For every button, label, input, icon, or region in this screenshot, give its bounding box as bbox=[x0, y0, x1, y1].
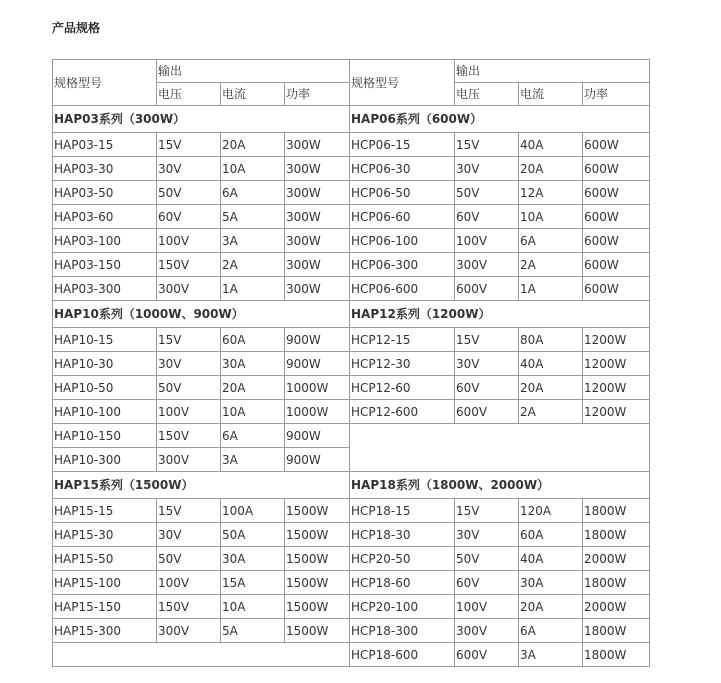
voltage-cell: 15V bbox=[455, 328, 519, 352]
model-cell: HCP12-60 bbox=[350, 376, 455, 400]
table-row bbox=[53, 619, 650, 643]
power-cell: 1500W bbox=[285, 523, 350, 547]
table-row bbox=[53, 157, 650, 181]
voltage-cell: 600V bbox=[455, 643, 519, 667]
header-row-1 bbox=[53, 60, 650, 83]
model-cell: HAP10-300 bbox=[53, 448, 157, 472]
power-cell: 1500W bbox=[285, 547, 350, 571]
table-row bbox=[53, 352, 650, 376]
model-cell: HAP03-15 bbox=[53, 133, 157, 157]
current-cell: 20A bbox=[221, 376, 285, 400]
current-cell: 5A bbox=[221, 205, 285, 229]
header-model: 规格型号 bbox=[53, 60, 157, 106]
table-row bbox=[53, 400, 650, 424]
power-cell: 600W bbox=[583, 253, 650, 277]
table-row bbox=[53, 643, 650, 667]
table-row bbox=[53, 595, 650, 619]
model-cell: HAP03-150 bbox=[53, 253, 157, 277]
voltage-cell: 300V bbox=[455, 253, 519, 277]
table-row bbox=[53, 229, 650, 253]
table-row bbox=[53, 253, 650, 277]
current-cell: 1A bbox=[221, 277, 285, 301]
spec-table bbox=[52, 59, 650, 667]
voltage-cell: 600V bbox=[455, 277, 519, 301]
current-cell: 6A bbox=[221, 181, 285, 205]
power-cell: 300W bbox=[285, 229, 350, 253]
header-current: 电流 bbox=[221, 83, 285, 106]
current-cell: 80A bbox=[519, 328, 583, 352]
power-cell: 2000W bbox=[583, 547, 650, 571]
voltage-cell: 300V bbox=[455, 619, 519, 643]
power-cell: 1500W bbox=[285, 619, 350, 643]
model-cell: HAP10-100 bbox=[53, 400, 157, 424]
voltage-cell: 150V bbox=[157, 595, 221, 619]
current-cell: 5A bbox=[221, 619, 285, 643]
current-cell: 120A bbox=[519, 499, 583, 523]
model-cell: HCP12-15 bbox=[350, 328, 455, 352]
power-cell: 1500W bbox=[285, 571, 350, 595]
current-cell: 30A bbox=[221, 352, 285, 376]
voltage-cell: 100V bbox=[455, 595, 519, 619]
voltage-cell: 60V bbox=[455, 376, 519, 400]
power-cell: 1200W bbox=[583, 352, 650, 376]
current-cell: 2A bbox=[519, 253, 583, 277]
voltage-cell: 50V bbox=[455, 181, 519, 205]
voltage-cell: 100V bbox=[157, 571, 221, 595]
current-cell: 10A bbox=[221, 157, 285, 181]
series-group-row bbox=[53, 472, 650, 499]
current-cell: 2A bbox=[221, 253, 285, 277]
power-cell: 1800W bbox=[583, 643, 650, 667]
model-cell: HAP10-150 bbox=[53, 424, 157, 448]
header-output: 输出 bbox=[455, 60, 650, 83]
voltage-cell: 100V bbox=[455, 229, 519, 253]
voltage-cell: 300V bbox=[157, 277, 221, 301]
table-row bbox=[53, 181, 650, 205]
header-power: 功率 bbox=[285, 83, 350, 106]
power-cell: 900W bbox=[285, 328, 350, 352]
current-cell: 20A bbox=[519, 595, 583, 619]
power-cell: 900W bbox=[285, 424, 350, 448]
table-row bbox=[53, 523, 650, 547]
power-cell: 900W bbox=[285, 448, 350, 472]
current-cell: 40A bbox=[519, 547, 583, 571]
model-cell: HCP12-30 bbox=[350, 352, 455, 376]
model-cell: HCP18-600 bbox=[350, 643, 455, 667]
voltage-cell: 300V bbox=[157, 448, 221, 472]
voltage-cell: 150V bbox=[157, 253, 221, 277]
power-cell: 300W bbox=[285, 157, 350, 181]
model-cell: HCP12-600 bbox=[350, 400, 455, 424]
voltage-cell: 15V bbox=[455, 499, 519, 523]
voltage-cell: 100V bbox=[157, 229, 221, 253]
table-row bbox=[53, 328, 650, 352]
power-cell: 600W bbox=[583, 229, 650, 253]
series-group-title: HAP12系列（1200W） bbox=[350, 301, 650, 328]
voltage-cell: 50V bbox=[157, 376, 221, 400]
empty-cell bbox=[53, 643, 350, 667]
header-model: 规格型号 bbox=[350, 60, 455, 106]
series-group-title: HAP18系列（1800W、2000W） bbox=[350, 472, 650, 499]
header-output: 输出 bbox=[157, 60, 350, 83]
model-cell: HCP06-100 bbox=[350, 229, 455, 253]
power-cell: 300W bbox=[285, 181, 350, 205]
power-cell: 600W bbox=[583, 205, 650, 229]
model-cell: HAP15-15 bbox=[53, 499, 157, 523]
model-cell: HAP10-30 bbox=[53, 352, 157, 376]
current-cell: 30A bbox=[519, 571, 583, 595]
power-cell: 1200W bbox=[583, 328, 650, 352]
header-voltage: 电压 bbox=[157, 83, 221, 106]
model-cell: HCP18-60 bbox=[350, 571, 455, 595]
empty-cell bbox=[350, 424, 650, 472]
model-cell: HCP18-30 bbox=[350, 523, 455, 547]
current-cell: 60A bbox=[519, 523, 583, 547]
voltage-cell: 60V bbox=[157, 205, 221, 229]
model-cell: HAP03-100 bbox=[53, 229, 157, 253]
table-row bbox=[53, 424, 650, 448]
model-cell: HCP06-300 bbox=[350, 253, 455, 277]
power-cell: 600W bbox=[583, 277, 650, 301]
current-cell: 3A bbox=[221, 448, 285, 472]
model-cell: HCP06-30 bbox=[350, 157, 455, 181]
model-cell: HCP06-15 bbox=[350, 133, 455, 157]
header-power: 功率 bbox=[583, 83, 650, 106]
power-cell: 1800W bbox=[583, 499, 650, 523]
table-row bbox=[53, 376, 650, 400]
voltage-cell: 150V bbox=[157, 424, 221, 448]
voltage-cell: 30V bbox=[157, 157, 221, 181]
current-cell: 6A bbox=[221, 424, 285, 448]
voltage-cell: 15V bbox=[157, 499, 221, 523]
table-row bbox=[53, 547, 650, 571]
current-cell: 3A bbox=[519, 643, 583, 667]
model-cell: HAP15-30 bbox=[53, 523, 157, 547]
voltage-cell: 300V bbox=[157, 619, 221, 643]
voltage-cell: 50V bbox=[157, 547, 221, 571]
voltage-cell: 15V bbox=[157, 133, 221, 157]
power-cell: 1000W bbox=[285, 400, 350, 424]
voltage-cell: 15V bbox=[157, 328, 221, 352]
current-cell: 30A bbox=[221, 547, 285, 571]
current-cell: 60A bbox=[221, 328, 285, 352]
power-cell: 300W bbox=[285, 133, 350, 157]
current-cell: 1A bbox=[519, 277, 583, 301]
current-cell: 6A bbox=[519, 619, 583, 643]
model-cell: HCP18-15 bbox=[350, 499, 455, 523]
current-cell: 10A bbox=[221, 400, 285, 424]
model-cell: HAP03-60 bbox=[53, 205, 157, 229]
power-cell: 900W bbox=[285, 352, 350, 376]
series-group-row bbox=[53, 301, 650, 328]
model-cell: HAP03-300 bbox=[53, 277, 157, 301]
series-group-row bbox=[53, 106, 650, 133]
power-cell: 1800W bbox=[583, 619, 650, 643]
voltage-cell: 30V bbox=[455, 157, 519, 181]
voltage-cell: 600V bbox=[455, 400, 519, 424]
model-cell: HAP10-50 bbox=[53, 376, 157, 400]
section-title: 产品规格 bbox=[52, 21, 101, 35]
header-voltage: 电压 bbox=[455, 83, 519, 106]
power-cell: 600W bbox=[583, 181, 650, 205]
power-cell: 600W bbox=[583, 133, 650, 157]
power-cell: 300W bbox=[285, 205, 350, 229]
power-cell: 1800W bbox=[583, 571, 650, 595]
voltage-cell: 30V bbox=[157, 352, 221, 376]
table-row bbox=[53, 571, 650, 595]
voltage-cell: 30V bbox=[455, 352, 519, 376]
model-cell: HAP03-30 bbox=[53, 157, 157, 181]
current-cell: 20A bbox=[221, 133, 285, 157]
model-cell: HCP06-600 bbox=[350, 277, 455, 301]
current-cell: 3A bbox=[221, 229, 285, 253]
current-cell: 50A bbox=[221, 523, 285, 547]
current-cell: 2A bbox=[519, 400, 583, 424]
model-cell: HCP20-50 bbox=[350, 547, 455, 571]
table-row bbox=[53, 499, 650, 523]
model-cell: HCP06-60 bbox=[350, 205, 455, 229]
series-group-title: HAP06系列（600W） bbox=[350, 106, 650, 133]
voltage-cell: 60V bbox=[455, 205, 519, 229]
power-cell: 1500W bbox=[285, 595, 350, 619]
voltage-cell: 30V bbox=[157, 523, 221, 547]
model-cell: HAP15-300 bbox=[53, 619, 157, 643]
header-current: 电流 bbox=[519, 83, 583, 106]
model-cell: HAP15-100 bbox=[53, 571, 157, 595]
power-cell: 600W bbox=[583, 157, 650, 181]
series-group-title: HAP03系列（300W） bbox=[53, 106, 350, 133]
series-group-title: HAP10系列（1000W、900W） bbox=[53, 301, 350, 328]
current-cell: 10A bbox=[519, 205, 583, 229]
current-cell: 10A bbox=[221, 595, 285, 619]
power-cell: 1200W bbox=[583, 400, 650, 424]
model-cell: HAP15-150 bbox=[53, 595, 157, 619]
table-row bbox=[53, 277, 650, 301]
model-cell: HAP15-50 bbox=[53, 547, 157, 571]
current-cell: 20A bbox=[519, 157, 583, 181]
power-cell: 1200W bbox=[583, 376, 650, 400]
power-cell: 2000W bbox=[583, 595, 650, 619]
power-cell: 300W bbox=[285, 253, 350, 277]
model-cell: HCP20-100 bbox=[350, 595, 455, 619]
voltage-cell: 50V bbox=[455, 547, 519, 571]
current-cell: 40A bbox=[519, 352, 583, 376]
voltage-cell: 15V bbox=[455, 133, 519, 157]
power-cell: 1500W bbox=[285, 499, 350, 523]
voltage-cell: 100V bbox=[157, 400, 221, 424]
current-cell: 20A bbox=[519, 376, 583, 400]
model-cell: HAP10-15 bbox=[53, 328, 157, 352]
voltage-cell: 30V bbox=[455, 523, 519, 547]
model-cell: HCP06-50 bbox=[350, 181, 455, 205]
power-cell: 1800W bbox=[583, 523, 650, 547]
table-row bbox=[53, 205, 650, 229]
current-cell: 15A bbox=[221, 571, 285, 595]
current-cell: 12A bbox=[519, 181, 583, 205]
model-cell: HCP18-300 bbox=[350, 619, 455, 643]
voltage-cell: 50V bbox=[157, 181, 221, 205]
current-cell: 100A bbox=[221, 499, 285, 523]
current-cell: 6A bbox=[519, 229, 583, 253]
power-cell: 300W bbox=[285, 277, 350, 301]
voltage-cell: 60V bbox=[455, 571, 519, 595]
series-group-title: HAP15系列（1500W） bbox=[53, 472, 350, 499]
table-row bbox=[53, 133, 650, 157]
model-cell: HAP03-50 bbox=[53, 181, 157, 205]
current-cell: 40A bbox=[519, 133, 583, 157]
power-cell: 1000W bbox=[285, 376, 350, 400]
